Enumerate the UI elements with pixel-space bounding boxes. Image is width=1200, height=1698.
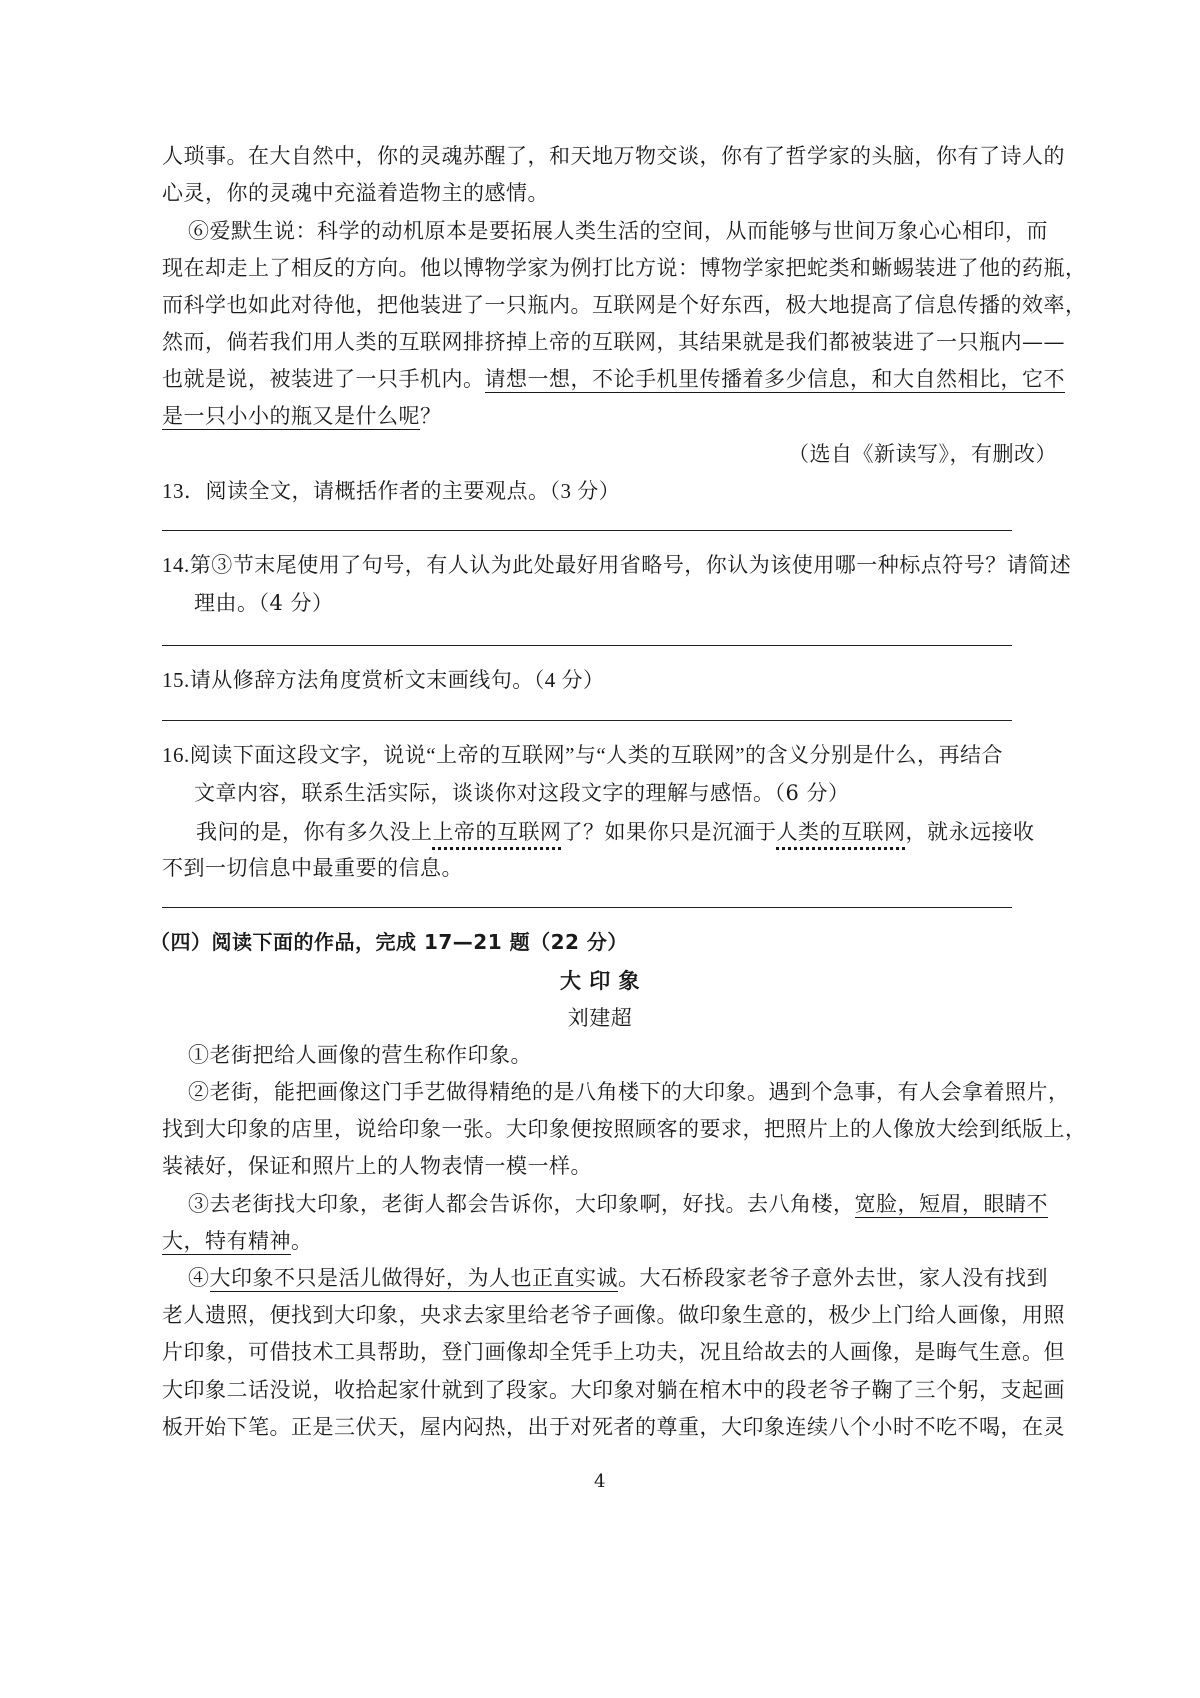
story-p2-line2: 找到大印象的店里，说给印象一张。大印象便按照顾客的要求，把照片上的人像放大绘到纸版上， bbox=[162, 1117, 1087, 1141]
passage-p6-line4: 然而，倘若我们用人类的互联网排挤掉上帝的互联网，其结果就是我们都被装进了一只瓶内—— bbox=[162, 330, 1065, 354]
question-16-line2: 文章内容，联系生活实际，谈谈你对这段文字的理解与感悟。（6 分） bbox=[194, 781, 850, 805]
story-p4-line3: 片印象，可借技术工具帮助，登门画像却全凭手上功夫，况且给故去的人画像，是晦气生意。但 bbox=[162, 1340, 1065, 1364]
passage-p6-line1: ⑥爱默生说：科学的动机原本是要拓展人类生活的空间，从而能够与世间万象心心相印，而 bbox=[188, 219, 1048, 243]
section4-heading: （四）阅读下面的作品，完成 17—21 题（22 分） bbox=[150, 930, 628, 954]
story-p4-line2: 老人遗照，便找到大印象，央求去家里给老爷子画像。做印象生意的，极少上门给人画像，用照 bbox=[162, 1303, 1065, 1327]
answer-line-13[interactable] bbox=[162, 530, 1012, 531]
p4-rest: 。大石桥段家老爷子意外去世，家人没有找到 bbox=[618, 1266, 1048, 1290]
p3-plain: ③去老街找大印象，老街人都会告诉你，大印象啊，好找。去八角楼， bbox=[188, 1192, 855, 1216]
underlined-description-part1: 宽脸，短眉，眼睛不 bbox=[854, 1192, 1048, 1216]
q16-quote-line1 bbox=[196, 817, 1035, 847]
underlined-key-sentence: 大印象不只是活儿做得好，为人也正直实诚 bbox=[209, 1266, 618, 1290]
p4-marker: ④ bbox=[188, 1266, 210, 1290]
story-p4-line1 bbox=[188, 1263, 1048, 1293]
underlined-description-part2: 大，特有精神 bbox=[162, 1229, 291, 1253]
quote-part-c: 了？如果你只是沉湎于 bbox=[561, 820, 777, 844]
quote-part-a: 我问的是，你有多久没上 bbox=[196, 820, 433, 844]
question-15: 15.请从修辞方法角度赏析文末画线句。（4 分） bbox=[162, 668, 605, 692]
underlined-sentence-part1: 请想一想，不论手机里传播着多少信息，和大自然相比，它不 bbox=[484, 367, 1065, 391]
passage-p6-line3: 而科学也如此对待他，把他装进了一只瓶内。互联网是个好东西，极大地提高了信息传播的效率， bbox=[162, 293, 1087, 317]
p6-line5-plain: 也就是说，被装进了一只手机内。 bbox=[162, 367, 485, 391]
story-p1: ①老街把给人画像的营生称作印象。 bbox=[188, 1043, 532, 1067]
story-p3-line1 bbox=[188, 1189, 1048, 1219]
underlined-sentence-part2: 是一只小小的瓶又是什么呢 bbox=[162, 404, 420, 428]
story-p4-line5: 板开始下笔。正是三伏天，屋内闷热，出于对死者的尊重，大印象连续八个小时不吃不喝，在灵 bbox=[162, 1415, 1065, 1439]
q16-quote-line2: 不到一切信息中最重要的信息。 bbox=[162, 856, 463, 880]
story-author: 刘建超 bbox=[567, 1006, 633, 1030]
question-13: 13．阅读全文，请概括作者的主要观点。（3 分） bbox=[162, 479, 621, 503]
passage-p5-line1: 人琐事。在大自然中，你的灵魂苏醒了，和天地万物交谈，你有了哲学家的头脑，你有了诗人的 bbox=[162, 144, 1065, 168]
passage-p6-line5 bbox=[162, 364, 1065, 394]
question-14-line2: 理由。（4 分） bbox=[194, 591, 334, 615]
quote-part-e: ，就永远接收 bbox=[905, 820, 1035, 844]
page-number: 4 bbox=[594, 1471, 606, 1492]
answer-line-16[interactable] bbox=[162, 907, 1012, 908]
story-p2-line1: ②老街，能把画像这门手艺做得精绝的是八角楼下的大印象。遇到个急事，有人会拿着照片， bbox=[188, 1080, 1070, 1104]
dotted-term-gods-internet: 上帝的互联网 bbox=[432, 820, 562, 844]
question-16-line1: 16.阅读下面这段文字，说说“上帝的互联网”与“人类的互联网”的含义分别是什么，再结合 bbox=[162, 743, 1004, 767]
passage-p6-line2: 现在却走上了相反的方向。他以博物学家为例打比方说：博物学家把蛇类和蜥蜴装进了他的药瓶， bbox=[162, 256, 1087, 280]
p3-end: 。 bbox=[291, 1229, 313, 1253]
answer-line-14[interactable] bbox=[162, 645, 1012, 646]
story-title: 大 印 象 bbox=[559, 969, 641, 993]
passage-p6-line6 bbox=[162, 401, 442, 431]
story-p3-line2 bbox=[162, 1226, 313, 1256]
passage-p5-line2: 心灵，你的灵魂中充溢着造物主的感情。 bbox=[162, 181, 549, 205]
dotted-term-human-internet: 人类的互联网 bbox=[776, 820, 906, 844]
p6-line6-end: ？ bbox=[420, 404, 442, 428]
story-p2-line3: 装裱好，保证和照片上的人物表情一模一样。 bbox=[162, 1154, 592, 1178]
story-p4-line4: 大印象二话没说，收拾起家什就到了段家。大印象对躺在棺木中的段老爷子鞠了三个躬，支起画 bbox=[162, 1378, 1065, 1402]
answer-line-15[interactable] bbox=[162, 720, 1012, 721]
question-14-line1: 14.第③节末尾使用了句号，有人认为此处最好用省略号，你认为该使用哪一种标点符号？请简述 bbox=[162, 553, 1072, 577]
source-citation: （选自《新读写》，有删改） bbox=[788, 442, 1057, 466]
